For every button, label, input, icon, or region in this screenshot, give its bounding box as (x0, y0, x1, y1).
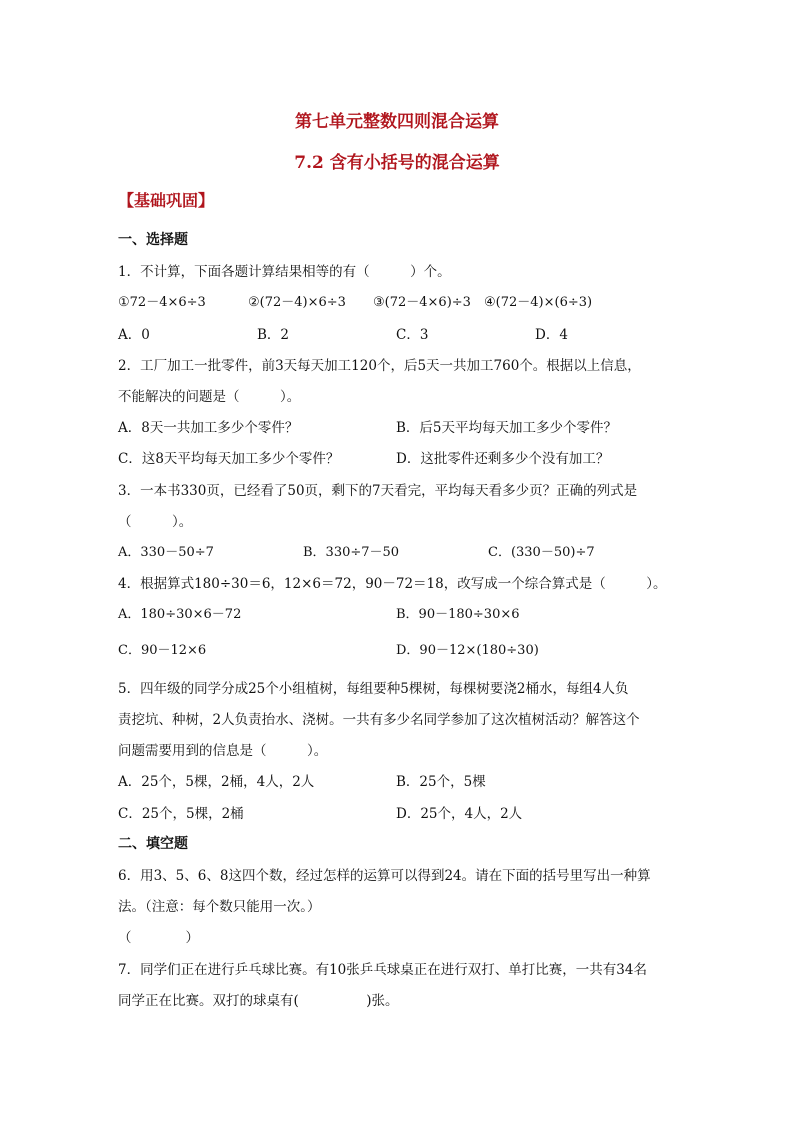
q1-option-b: B．2 (257, 327, 290, 343)
q1-option-c: C．3 (396, 327, 429, 343)
q7-line-1: 7．同学们正在进行乒乓球比赛。有10张乒乓球桌正在进行双打、单打比赛，一共有34名 (118, 962, 647, 978)
q5-line-3: 问题需要用到的信息是（ ）。 (118, 743, 328, 759)
q1-expr-2: ②(72－4)×6÷3 (248, 295, 346, 310)
q5-option-c: C．25个，5棵，2桶 (118, 806, 244, 822)
part2-heading: 二、填空题 (118, 836, 188, 852)
page-subtitle: 7.2 含有小括号的混合运算 (294, 153, 500, 173)
q2-option-d: D．这批零件还剩多少个没有加工？ (396, 451, 610, 467)
q3-option-c: C．(330－50)÷7 (488, 545, 595, 560)
q3-option-a: A．330－50÷7 (118, 545, 214, 560)
page-title: 第七单元整数四则混合运算 (295, 112, 499, 132)
q6-line-2: 法。（注意：每个数只能用一次。） (118, 899, 321, 915)
q5-option-b: B．25个，5棵 (396, 774, 486, 790)
q4-text: 4．根据算式180÷30＝6，12×6＝72，90－72＝18，改写成一个综合算式是（ ）。 (118, 576, 667, 592)
q4-option-d: D．90－12×(180÷30) (396, 643, 539, 658)
part1-heading: 一、选择题 (118, 232, 188, 248)
q2-line-1: 2．工厂加工一批零件，前3天每天加工120个，后5天一共加工760个。根据以上信息， (118, 358, 641, 374)
q5-option-d: D．25个，4人，2人 (396, 806, 523, 822)
q7-line-2: 同学正在比赛。双打的球桌有( )张。 (118, 993, 399, 1009)
q1-text: 1．不计算，下面各题计算结果相等的有（ ）个。 (118, 264, 451, 280)
q6-answer-blank: （ ） (118, 930, 199, 946)
q2-line-2: 不能解决的问题是（ ）。 (118, 389, 301, 405)
q6-line-1: 6．用3、5、6、8这四个数，经过怎样的运算可以得到24。请在下面的括号里写出一种算 (118, 868, 651, 884)
q2-option-a: A．8天一共加工多少个零件？ (118, 420, 299, 436)
q5-line-2: 责挖坑、种树，2人负责抬水、浇树。一共有多少名同学参加了这次植树活动？解答这个 (118, 712, 640, 728)
q4-option-c: C．90－12×6 (118, 643, 207, 658)
q3-option-b: B．330÷7－50 (303, 545, 400, 560)
q2-option-b: B．后5天平均每天加工多少个零件？ (396, 420, 618, 436)
q1-expr-4: ④(72－4)×(6÷3) (484, 295, 593, 310)
q2-option-c: C．这8天平均每天加工多少个零件？ (118, 451, 340, 467)
q3-line-2: （ ）。 (118, 514, 193, 530)
section-tag: 【基础巩固】 (118, 191, 215, 210)
q4-option-a: A．180÷30×6－72 (118, 607, 242, 622)
q1-option-a: A．0 (118, 327, 150, 343)
q1-expr-1: ①72－4×6÷3 (118, 295, 206, 310)
q5-option-a: A．25个，5棵，2桶，4人，2人 (118, 774, 315, 790)
q4-option-b: B．90－180÷30×6 (396, 607, 520, 622)
q1-expr-3: ③(72－4×6)÷3 (373, 295, 471, 310)
q5-line-1: 5．四年级的同学分成25个小组植树，每组要种5棵树，每棵树要浇2桶水，每组4人负 (118, 681, 629, 697)
q3-line-1: 3．一本书330页，已经看了50页，剩下的7天看完，平均每天看多少页？正确的列式是 (118, 483, 638, 499)
q1-option-d: D．4 (535, 327, 568, 343)
